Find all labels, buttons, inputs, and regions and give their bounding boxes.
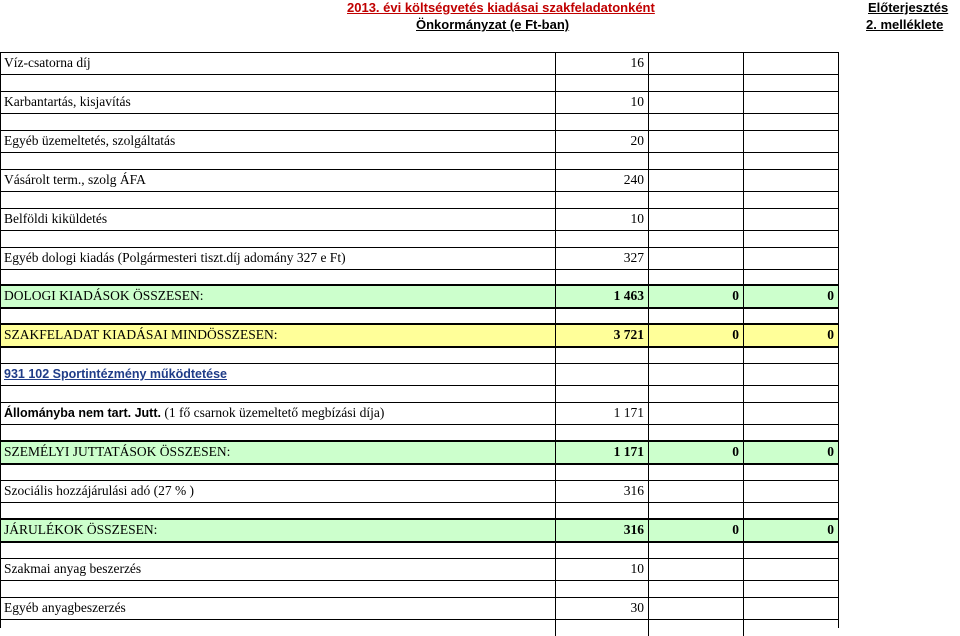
column-separator <box>743 519 744 541</box>
column-separator <box>648 324 649 346</box>
row-bottom-line <box>0 191 839 192</box>
column-separator <box>743 441 744 463</box>
column-separator <box>743 402 744 424</box>
row-bottom-line <box>0 619 839 620</box>
row-label-detail: (1 fő csarnok üzemeltető megbízási díja) <box>160 405 385 420</box>
column-separator <box>555 541 556 558</box>
row-top-line <box>0 208 839 209</box>
column-separator <box>555 307 556 324</box>
column-separator <box>555 324 556 346</box>
column-separator <box>648 247 649 269</box>
row-bottom-line <box>0 580 839 581</box>
column-separator <box>555 191 556 208</box>
row-top-line <box>0 480 839 481</box>
column-separator <box>743 597 744 619</box>
row-label: Karbantartás, kisjavítás <box>4 94 131 109</box>
column-separator <box>648 580 649 597</box>
column-separator <box>648 152 649 169</box>
value-col2: 0 <box>732 288 739 303</box>
column-separator <box>648 74 649 91</box>
row-label: SZEMÉLYI JUTTATÁSOK ÖSSZESEN: <box>4 444 231 459</box>
column-separator <box>648 385 649 402</box>
row-label: JÁRULÉKOK ÖSSZESEN: <box>4 522 158 537</box>
column-separator <box>648 363 649 385</box>
row-bottom-line <box>0 269 839 270</box>
column-separator <box>555 424 556 441</box>
row-top-line <box>0 518 839 520</box>
value-col3: 0 <box>827 288 834 303</box>
column-separator <box>743 463 744 480</box>
column-separator <box>648 480 649 502</box>
row-bottom-line <box>0 307 839 309</box>
column-separator <box>648 113 649 130</box>
value-col1: 10 <box>630 561 644 576</box>
column-separator <box>648 307 649 324</box>
annex-label: 2. melléklete <box>866 17 944 32</box>
column-separator <box>648 597 649 619</box>
row-bottom-line <box>0 541 839 543</box>
column-separator <box>555 580 556 597</box>
column-separator <box>555 91 556 113</box>
value-col2: 0 <box>732 327 739 342</box>
column-separator <box>743 169 744 191</box>
column-separator <box>743 480 744 502</box>
row-label-bold: Állományba nem tart. Jutt. <box>4 406 161 420</box>
column-separator <box>743 424 744 441</box>
column-separator <box>648 191 649 208</box>
column-separator <box>743 580 744 597</box>
column-separator <box>743 113 744 130</box>
column-separator <box>555 113 556 130</box>
column-separator <box>743 52 744 74</box>
value-col1: 10 <box>630 211 644 226</box>
value-col1: 316 <box>623 522 644 537</box>
column-separator <box>555 52 556 74</box>
row-top-line <box>0 440 839 442</box>
row-bottom-line <box>0 385 839 386</box>
column-separator <box>743 346 744 363</box>
column-separator <box>555 208 556 230</box>
row-top-line <box>0 91 839 92</box>
row-bottom-line <box>0 152 839 153</box>
column-separator <box>743 74 744 91</box>
column-separator <box>648 208 649 230</box>
column-separator <box>648 169 649 191</box>
column-separator <box>555 441 556 463</box>
value-col1: 327 <box>623 250 644 265</box>
value-col1: 16 <box>630 55 644 70</box>
row-top-line <box>0 247 839 248</box>
column-separator <box>743 91 744 113</box>
document-subtitle: Önkormányzat (e Ft-ban) <box>416 17 570 32</box>
value-col2: 0 <box>732 522 739 537</box>
value-col1: 1 463 <box>613 288 644 303</box>
column-separator <box>648 502 649 519</box>
column-separator <box>743 130 744 152</box>
value-col1: 240 <box>623 172 644 187</box>
column-separator <box>555 480 556 502</box>
column-separator <box>648 91 649 113</box>
row-top-line <box>0 597 839 598</box>
column-separator <box>555 230 556 247</box>
column-separator <box>743 191 744 208</box>
value-col1: 10 <box>630 94 644 109</box>
column-separator <box>743 385 744 402</box>
row-top-line <box>0 130 839 131</box>
row-top-line <box>0 169 839 170</box>
column-separator <box>555 169 556 191</box>
value-col3: 0 <box>827 522 834 537</box>
row-label: Belföldi kiküldetés <box>4 211 108 226</box>
column-separator <box>743 230 744 247</box>
row-top-line <box>0 284 839 286</box>
row-bottom-line <box>0 463 839 465</box>
column-separator <box>648 558 649 580</box>
row-top-line <box>0 558 839 559</box>
column-separator <box>743 307 744 324</box>
column-separator <box>648 52 649 74</box>
column-separator <box>555 558 556 580</box>
document-title: 2013. évi költségvetés kiadásai szakfeladatonként <box>347 0 655 15</box>
value-col1: 20 <box>630 133 644 148</box>
column-separator <box>743 247 744 269</box>
column-separator <box>743 541 744 558</box>
column-separator <box>648 285 649 307</box>
value-col3: 0 <box>827 444 834 459</box>
value-col1: 3 721 <box>613 327 644 342</box>
column-separator <box>555 247 556 269</box>
column-separator <box>648 441 649 463</box>
row-label: Szakmai anyag beszerzés <box>4 561 142 576</box>
column-separator <box>743 152 744 169</box>
value-col1: 1 171 <box>613 444 644 459</box>
status-label: Előterjesztés <box>868 0 949 15</box>
column-separator <box>555 463 556 480</box>
column-separator <box>648 519 649 541</box>
column-separator <box>648 230 649 247</box>
value-col1: 316 <box>623 483 644 498</box>
row-label: SZAKFELADAT KIADÁSAI MINDÖSSZESEN: <box>4 327 278 342</box>
row-bottom-line <box>0 113 839 114</box>
row-bottom-line <box>0 230 839 231</box>
column-separator <box>648 402 649 424</box>
row-label: 931 102 Sportintézmény működtetése <box>4 367 227 381</box>
row-label: Szociális hozzájárulási adó (27 % ) <box>4 483 195 498</box>
row-label: Egyéb anyagbeszerzés <box>4 600 126 615</box>
column-separator <box>743 558 744 580</box>
row-top-line <box>0 402 839 403</box>
column-separator <box>743 324 744 346</box>
column-separator <box>743 502 744 519</box>
column-separator <box>648 346 649 363</box>
row-top-line <box>0 363 839 364</box>
column-separator <box>555 402 556 424</box>
column-separator <box>555 152 556 169</box>
row-label <box>4 404 384 422</box>
column-separator <box>648 463 649 480</box>
column-separator <box>555 363 556 385</box>
row-label: Vásárolt term., szolg ÁFA <box>4 172 146 187</box>
column-separator <box>555 285 556 307</box>
column-separator <box>555 519 556 541</box>
column-separator <box>555 502 556 519</box>
row-top-line <box>0 52 839 53</box>
value-col1: 1 171 <box>613 405 644 420</box>
row-label: Egyéb üzemeltetés, szolgáltatás <box>4 133 176 148</box>
column-separator <box>555 597 556 619</box>
value-col2: 0 <box>732 444 739 459</box>
column-separator <box>555 74 556 91</box>
column-separator <box>555 346 556 363</box>
value-col1: 30 <box>630 600 644 615</box>
column-separator <box>743 363 744 385</box>
row-label: DOLOGI KIADÁSOK ÖSSZESEN: <box>4 288 204 303</box>
row-bottom-line <box>0 346 839 348</box>
row-bottom-line <box>0 424 839 425</box>
value-col3: 0 <box>827 327 834 342</box>
row-bottom-line <box>0 74 839 75</box>
column-separator <box>648 541 649 558</box>
row-label: Egyéb dologi kiadás (Polgármesteri tiszt.díj adomány 327 e Ft) <box>4 250 346 265</box>
row-top-line <box>0 323 839 325</box>
column-separator <box>648 424 649 441</box>
column-separator <box>648 130 649 152</box>
column-separator <box>555 130 556 152</box>
column-separator <box>555 385 556 402</box>
column-separator <box>743 208 744 230</box>
row-bottom-line <box>0 502 839 503</box>
row-label: Víz-csatorna díj <box>4 55 91 70</box>
column-separator <box>743 285 744 307</box>
